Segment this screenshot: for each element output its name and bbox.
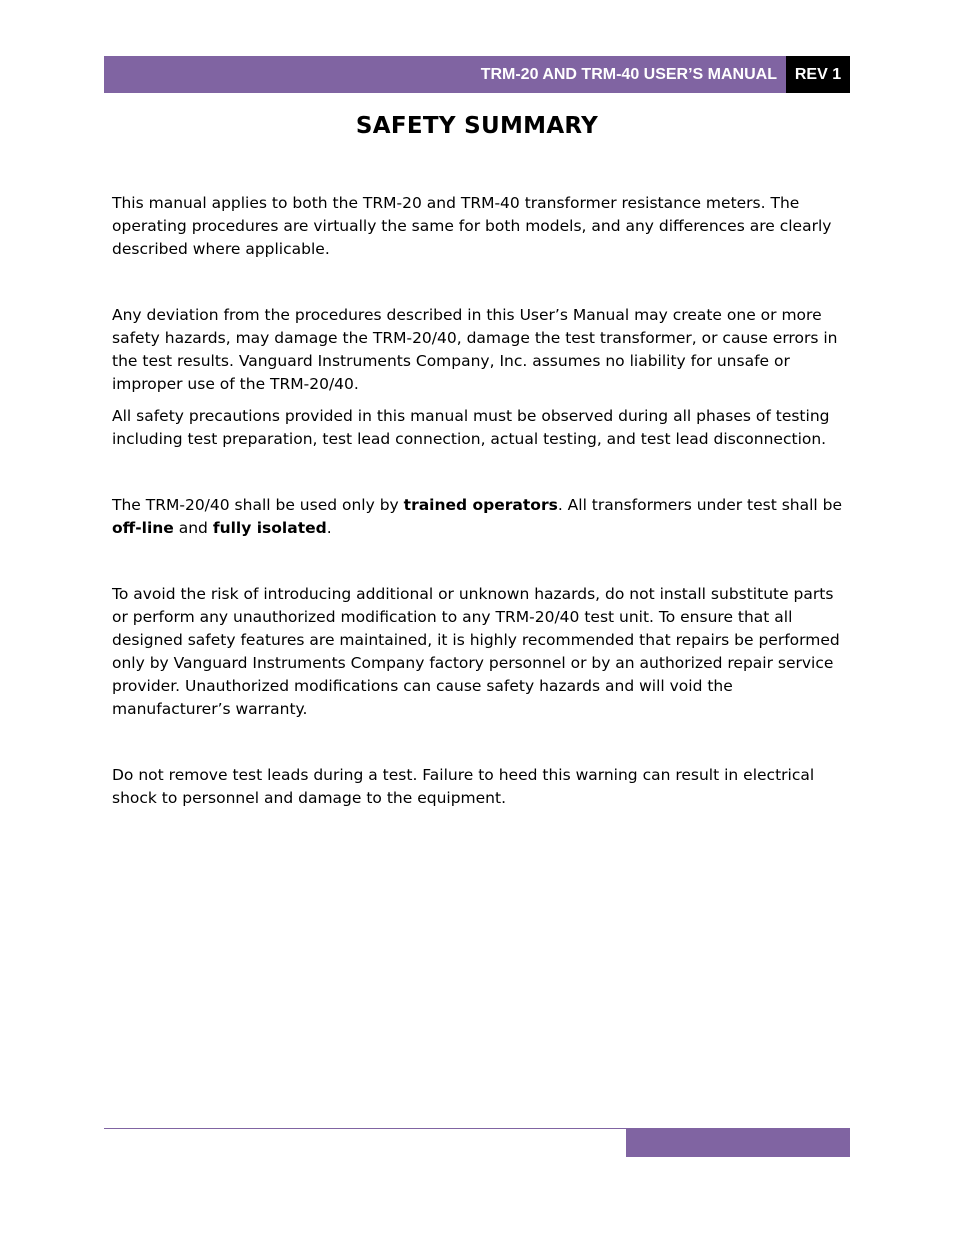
paragraph-precautions: All safety precautions provided in this manual must be observed during all phases of testing including test preparation, test lead connection, actual testing, and test lead disconnection. bbox=[112, 407, 830, 448]
footer-rule bbox=[104, 1128, 626, 1129]
paragraph-modifications: To avoid the risk of introducing additional or unknown hazards, do not install substitute parts or perform any unauthorized modification to any TRM-20/40 test unit. To ensure that all designed safety features are maintained, it is highly recommended that repairs be performed only by Vanguard Instruments Company factory personnel or by an authorized repair service provider. Unauthorized modifications can cause safety hazards and will void the manufacturer’s warranty. bbox=[112, 585, 840, 718]
paragraph-applicability: This manual applies to both the TRM-20 and TRM-40 transformer resistance meters. The operating procedures are virtually the same for both models, and any differences are clearly described where applicable. bbox=[112, 194, 832, 258]
text-fragment: The TRM-20/40 shall be used only by bbox=[112, 496, 404, 514]
document-body bbox=[112, 192, 847, 810]
page-header bbox=[104, 56, 850, 93]
page-title: SAFETY SUMMARY bbox=[355, 113, 599, 139]
bold-off-line: off-line bbox=[112, 519, 174, 537]
bold-fully-isolated: fully isolated bbox=[212, 519, 327, 537]
text-fragment: . bbox=[326, 519, 332, 537]
revision-badge: REV 1 bbox=[786, 56, 850, 93]
text-fragment: . All transformers under test shall be bbox=[557, 496, 843, 514]
paragraph-operators bbox=[112, 494, 847, 540]
paragraph-test-leads: Do not remove test leads during a test. Failure to heed this warning can result in electrical shock to personnel and damage to the equipment. bbox=[112, 766, 815, 807]
bold-trained-operators: trained operators bbox=[403, 496, 558, 514]
footer-block bbox=[626, 1128, 850, 1157]
text-fragment: and bbox=[173, 519, 213, 537]
manual-title: TRM-20 AND TRM-40 USER’S MANUAL bbox=[104, 56, 786, 93]
paragraph-deviation: Any deviation from the procedures described in this User’s Manual may create one or more safety hazards, may damage the TRM-20/40, damage the test transformer, or cause errors in the test results. Vanguard Instruments Company, Inc. assumes no liability for unsafe or improper use of the TRM-20/40. bbox=[112, 306, 838, 393]
